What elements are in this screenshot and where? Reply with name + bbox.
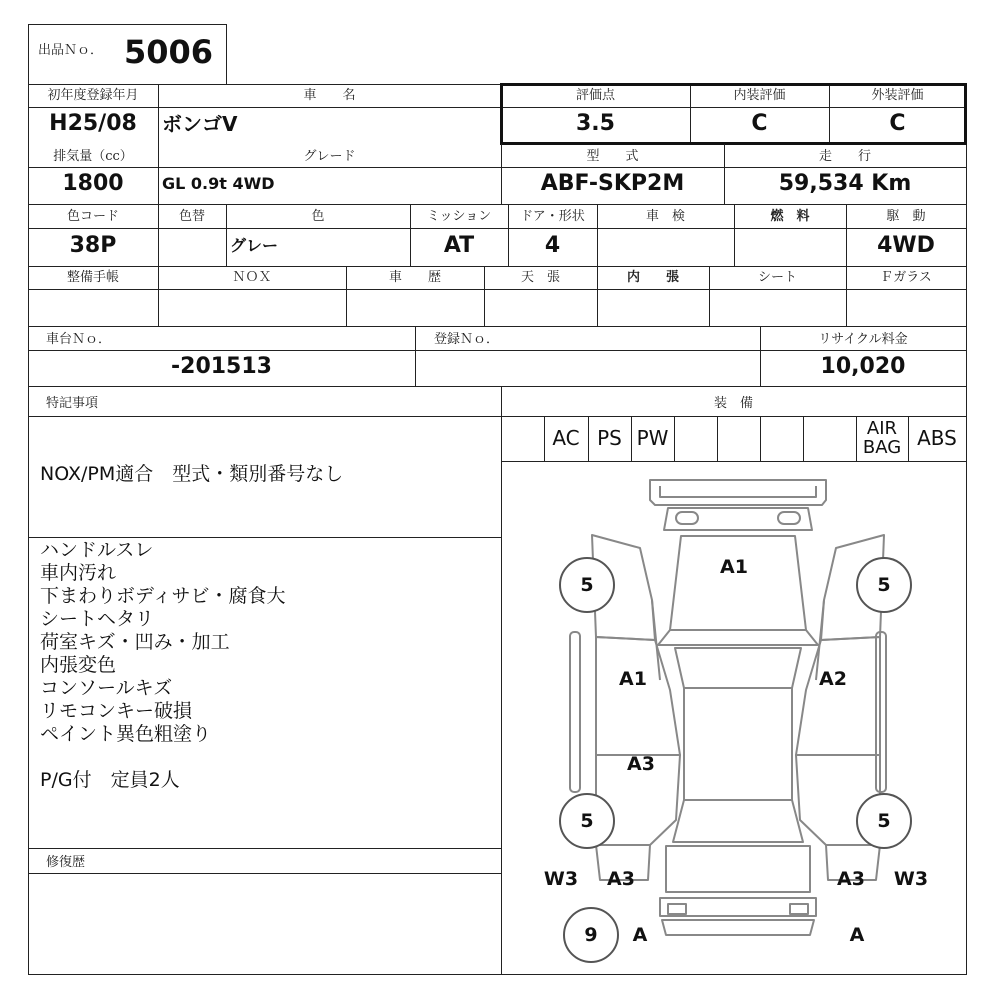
label-maintenance: 整備手帳 bbox=[66, 270, 119, 285]
cond-a3-right: A3 bbox=[837, 868, 865, 890]
label-exterior: 外装評価 bbox=[871, 88, 924, 103]
equipment-pw: PW bbox=[636, 426, 669, 450]
note-item: シートヘタリ bbox=[40, 608, 155, 630]
cond-a-right: A bbox=[849, 924, 865, 946]
value-recycle: 10,020 bbox=[820, 354, 906, 379]
note-item: コンソールキズ bbox=[40, 677, 173, 699]
equipment-abs: ABS bbox=[917, 426, 957, 450]
cargo-body-shape bbox=[675, 648, 801, 688]
equipment-airbag-line1: AIR bbox=[866, 418, 898, 439]
label-interior-lining: 内 張 bbox=[626, 270, 679, 285]
value-first-reg: H25/08 bbox=[49, 111, 137, 136]
label-equipment: 装 備 bbox=[713, 396, 753, 411]
label-car-name: 車 名 bbox=[303, 88, 356, 103]
value-door: 4 bbox=[544, 233, 561, 258]
label-repair: 修復歴 bbox=[46, 855, 86, 870]
label-color-code: 色コード bbox=[66, 209, 119, 224]
value-score: 3.5 bbox=[576, 111, 615, 136]
label-nox: ＮＯＸ bbox=[232, 270, 272, 285]
value-interior: C bbox=[751, 111, 768, 136]
label-seat: シート bbox=[757, 270, 797, 285]
note-extra: P/G付 定員2人 bbox=[40, 769, 180, 791]
label-interior: 内装評価 bbox=[733, 88, 786, 103]
cond-w3-left: W3 bbox=[543, 868, 579, 890]
value-exterior: C bbox=[889, 111, 906, 136]
cond-left-side: A1 bbox=[619, 668, 647, 690]
roof-shape bbox=[670, 536, 806, 630]
note-item: ペイント異色粗塗り bbox=[40, 723, 212, 745]
value-drive: 4WD bbox=[877, 233, 935, 258]
label-history: 車 歴 bbox=[388, 270, 441, 285]
label-inspection: 車 検 bbox=[645, 209, 685, 224]
equipment-ac: AC bbox=[552, 426, 580, 450]
cond-floor: A3 bbox=[627, 753, 655, 775]
value-color: グレー bbox=[230, 236, 279, 255]
value-displacement: 1800 bbox=[62, 171, 124, 196]
value-mileage: 59,534 Km bbox=[778, 171, 912, 196]
label-f-glass: Ｆガラス bbox=[880, 270, 932, 285]
label-chassis: 車台Ｎｏ． bbox=[46, 332, 112, 347]
label-score: 評価点 bbox=[575, 88, 615, 103]
rear-door-shape bbox=[666, 846, 810, 892]
label-notes: 特記事項 bbox=[46, 396, 99, 411]
label-roof: 天 張 bbox=[520, 270, 560, 285]
label-color-change: 色替 bbox=[178, 209, 205, 224]
tire-front-right: 5 bbox=[856, 557, 912, 613]
value-car-name: ボンゴV bbox=[162, 112, 238, 136]
cond-right-side: A2 bbox=[819, 668, 847, 690]
tire-rear-right: 5 bbox=[856, 793, 912, 849]
label-door: ドア・形状 bbox=[520, 209, 585, 224]
label-first-reg: 初年度登録年月 bbox=[47, 88, 139, 103]
value-color-code: 38P bbox=[69, 233, 117, 258]
note-item: 下まわりボディサビ・腐食大 bbox=[40, 585, 286, 607]
equipment-airbag-line2: BAG bbox=[862, 437, 902, 458]
equipment-ps: PS bbox=[597, 426, 622, 450]
cond-a-left: A bbox=[632, 924, 648, 946]
label-mileage: 走 行 bbox=[818, 149, 871, 164]
value-grade: GL 0.9t 4WD bbox=[162, 174, 275, 193]
note-item: 車内汚れ bbox=[40, 562, 117, 584]
tire-front-left: 5 bbox=[559, 557, 615, 613]
label-recycle: リサイクル料金 bbox=[818, 332, 908, 347]
front-bumper-shape bbox=[650, 480, 826, 505]
cond-w3-right: W3 bbox=[893, 868, 929, 890]
note-line1: NOX/PM適合 型式・類別番号なし bbox=[40, 463, 344, 485]
cargo-floor-shape bbox=[684, 688, 792, 800]
label-model: 型 式 bbox=[586, 149, 639, 164]
label-fuel: 燃 料 bbox=[770, 209, 810, 224]
note-item: ハンドルスレ bbox=[40, 539, 154, 561]
value-model: ABF-SKP2M bbox=[540, 171, 685, 196]
note-item: リモコンキー破損 bbox=[40, 700, 193, 722]
label-drive: 駆 動 bbox=[886, 209, 926, 224]
label-color: 色 bbox=[311, 209, 325, 224]
lot-label: 出品Ｎｏ． bbox=[38, 43, 104, 58]
spare-tire: 9 bbox=[563, 907, 619, 963]
tire-rear-left: 5 bbox=[559, 793, 615, 849]
label-registration: 登録Ｎｏ． bbox=[434, 332, 500, 347]
label-mission: ミッション bbox=[426, 209, 492, 224]
cond-roof: A1 bbox=[720, 556, 748, 578]
note-item: 荷室キズ・凹み・加工 bbox=[40, 631, 230, 653]
note-item: 内張変色 bbox=[40, 654, 117, 676]
label-displacement: 排気量（cc） bbox=[53, 149, 133, 164]
cond-a3-left: A3 bbox=[607, 868, 635, 890]
lot-number: 5006 bbox=[124, 33, 214, 71]
label-grade: グレード bbox=[303, 149, 356, 164]
value-chassis: -201513 bbox=[171, 354, 272, 379]
value-mission: AT bbox=[443, 233, 475, 258]
